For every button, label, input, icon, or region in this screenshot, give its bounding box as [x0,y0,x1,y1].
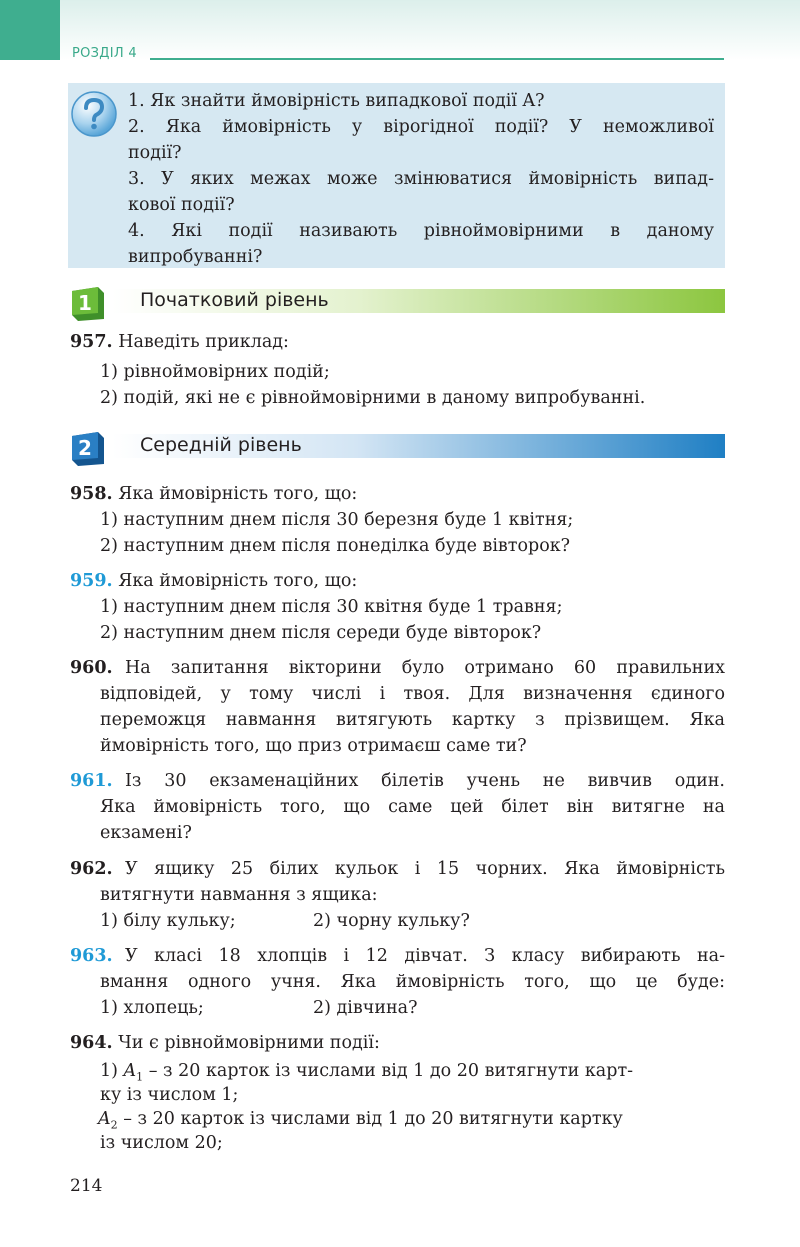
problem-961-line-1: Із 30 екзаменаційних білетів учень не вивчив один. [125,771,725,791]
question-3b: кової події? [128,195,235,215]
section-rule [150,58,724,60]
problem-960-number: 960. [70,658,113,678]
problem-964-event-a2-line-2: із числом 20; [100,1133,223,1153]
problem-964-event-a1-line-1: 1) $A_1$ – з 20 карток із числами від 1 до 20 витягнути карт- [100,1061,634,1084]
svg-text:2: 2 [78,436,92,460]
problem-963-line-2: вмання одного учня. Яка ймовірність того, що це буде: [100,972,725,992]
problem-962-line-1: У ящику 25 білих кульок і 15 чорних. Яка ймовірність [125,859,725,879]
chapter-tab [0,0,60,60]
problem-text: Яка ймовірність того, що: [118,571,358,591]
problem-958-item-2: 2) наступним днем після понеділка буде вівторок? [100,536,571,556]
problem-964-event-a1-line-2: ку із числом 1; [100,1085,239,1105]
problem-961-line-2: Яка ймовірність того, що саме цей білет він витягне на [100,797,725,817]
problem-958 [70,481,357,507]
problem-957-item-1: 1) рівноймовірних подій; [100,362,330,382]
problem-960-line-1: На запитання вікторини було отримано 60 правильних [125,658,725,678]
problem-962-option-2: 2) чорну кульку? [313,911,470,931]
problem-962-line-2: витягнути навмання з ящика: [100,885,378,905]
level-1-badge-icon [68,283,108,323]
question-3a: 3. У яких межах може змінюватися ймовірність випад- [128,169,714,189]
problem-962-number: 962. [70,859,113,879]
problem-957 [70,329,289,355]
problem-963-line-1: У класі 18 хлопців і 12 дівчат. З класу вибирають на- [125,946,725,966]
problem-964-event-a2-line-1: $A_2$ – з 20 карток із числами від 1 до 20 витягнути картку [98,1109,623,1132]
problem-text: Наведіть приклад: [118,332,289,352]
question-2a: 2. Яка ймовірність у вірогідної події? У неможливої [128,117,714,137]
page-number: 214 [70,1176,103,1196]
question-1: 1. Як знайти ймовірність випадкової події A? [128,91,545,111]
svg-text:1: 1 [78,291,92,315]
problem-964 [70,1030,380,1056]
level-2-title: Середній рівень [140,434,302,456]
problem-number: 959. [70,571,113,591]
problem-959 [70,568,357,594]
level-1-title: Початковий рівень [140,289,329,311]
question-4a: 4. Які події називають рівноймовірними в даному [128,221,714,241]
problem-963-option-2: 2) дівчина? [313,998,418,1018]
problem-961-number: 961. [70,771,113,791]
question-mark-icon [69,89,119,139]
problem-961-line-3: екзамені? [100,823,192,843]
problem-text: Чи є рівноймовірними події: [118,1033,380,1053]
problem-962-option-1: 1) білу кульку; [100,911,236,931]
question-2b: події? [128,143,182,163]
problem-960-line-3: переможця навмання витягують картку з прізвищем. Яка [100,710,725,730]
problem-959-item-1: 1) наступним днем після 30 квітня буде 1 травня; [100,597,563,617]
problem-number: 957. [70,332,113,352]
problem-958-item-1: 1) наступним днем після 30 березня буде 1 квітня; [100,510,574,530]
problem-963-number: 963. [70,946,113,966]
level-2-badge-icon [68,428,108,468]
problem-number: 964. [70,1033,113,1053]
problem-960-line-2: відповідей, у тому числі і твоя. Для визначення єдиного [100,684,725,704]
problem-number: 958. [70,484,113,504]
problem-960-line-4: ймовірність того, що приз отримаєш саме ти? [100,736,527,756]
problem-959-item-2: 2) наступним днем після середи буде вівторок? [100,623,542,643]
problem-text: Яка ймовірність того, що: [118,484,358,504]
problem-957-item-2: 2) подій, які не є рівноймовірними в даному випробуванні. [100,388,646,408]
question-4b: випробуванні? [128,247,263,267]
problem-963-option-1: 1) хлопець; [100,998,204,1018]
section-label: РОЗДІЛ 4 [72,46,137,61]
